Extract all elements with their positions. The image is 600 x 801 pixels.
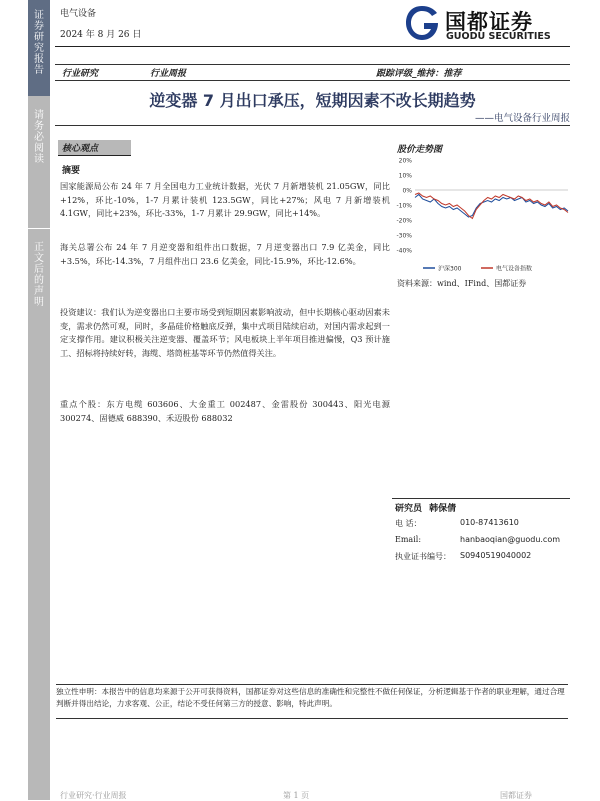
paragraph-stats: 国家能源局公布 24 年 7 月全国电力工业统计数据，光伏 7 月新增装机 21.05GW，同比+12%，环比-10%，1-7 月累计装机 123.5GW，同比+27%；风电 7 月新增装机 4.1GW，同比+23%，环比-33%，1-7 月累计 29.9GW，同比+14%。 — [60, 181, 390, 218]
footer-page-number: 第 1 页 — [283, 791, 310, 800]
sidebar-label-research: 证 券 研 究 报 告 — [34, 10, 44, 76]
chart-source: 资料来源：wind、IFind、国都证券 — [397, 279, 527, 288]
report-title: 逆变器 7 月出口承压，短期因素不改长期趋势 — [149, 91, 476, 110]
analyst-rule — [392, 498, 570, 499]
sidebar-label-read: 请 务 必 阅 读 — [34, 110, 44, 165]
logo-text-cn: 国都证券 — [445, 10, 533, 34]
paragraph-investment: 投资建议：我们认为逆变器出口主要市场受到短期因素影响波动，但中长期核心驱动因素未变，需求仍然可观，同时，多晶硅价格触底反弹，集中式项目陆续启动，对国内需求起到一定支撑作用。建议积极关注逆变器、覆盖环节；风电板块上半年项目推进偏慢，Q3 预计施工、招标将持续好转，海缆、塔筒桩基等环节仍然值得关注。 — [60, 307, 390, 358]
paragraph-key-stocks: 重点个股：东方电缆 603606、大金重工 002487、金雷股份 300443、阳光电源 300274、固德威 688390、禾迈股份 688032 — [60, 399, 390, 423]
core-view-label: 核心观点 — [62, 144, 99, 154]
header-date: 2024 年 8 月 26 日 — [60, 30, 142, 40]
y-tick-label: 0% — [402, 187, 412, 195]
phone-value: 010-87413610 — [460, 518, 519, 527]
guodu-logo-icon — [403, 4, 441, 42]
tag-bar — [55, 64, 570, 81]
chart-title: 股价走势图 — [397, 145, 443, 155]
tag-rating: 跟踪评级_维持：推荐 — [376, 69, 462, 79]
y-tick-label: 20% — [398, 157, 412, 165]
y-tick-label: -20% — [396, 217, 412, 225]
sidebar-separator — [28, 228, 50, 229]
analyst-name: 韩保倩 — [429, 504, 457, 514]
stock-trend-chart — [393, 154, 573, 276]
abstract-label: 摘要 — [62, 166, 81, 176]
y-tick-label: -10% — [396, 202, 412, 210]
legend-label: 沪深300 — [438, 265, 462, 273]
tag-report-type: 行业研究 — [62, 69, 99, 79]
email-label: Email: — [395, 535, 422, 544]
email-value[interactable]: hanbaoqian@guodu.com — [460, 535, 561, 544]
analyst-prefix: 研究员 — [395, 504, 423, 514]
y-tick-label: 10% — [398, 172, 412, 180]
analyst-title — [395, 501, 456, 514]
footer-left: 行业研究·行业周报 — [60, 791, 127, 800]
series-line-1 — [415, 193, 568, 219]
phone-label: 电 话： — [395, 519, 422, 528]
y-tick-label: -40% — [396, 247, 412, 255]
series-line-0 — [415, 195, 568, 218]
y-tick-label: -30% — [396, 232, 412, 240]
title-rule — [55, 125, 570, 126]
report-subtitle: ——电气设备行业周报 — [474, 113, 570, 124]
footer-right: 国都证券 — [500, 791, 532, 800]
cert-label: 执业证书编号： — [395, 552, 451, 561]
legend-label: 电气设备指数 — [496, 265, 533, 273]
logo-text-en: GUODU SECURITIES — [446, 31, 551, 42]
tag-report-subtype: 行业周报 — [150, 69, 187, 79]
cert-value: S0940519040002 — [460, 551, 532, 560]
header-sector: 电气设备 — [60, 9, 97, 19]
paragraph-exports: 海关总署公布 24 年 7 月逆变器和组件出口数据，7 月逆变器出口 7.9 亿美金，同比+3.5%，环比-14.3%，7 月组件出口 23.6 亿美金，同比-15.9%，环比-12.6%。 — [60, 242, 390, 266]
independence-disclaimer: 独立性申明：本报告中的信息均来源于公开可获得资料，国都证券对这些信息的准确性和完整性不做任何保证，分析逻辑基于作者的职业理解，通过合理判断并得出结论，力求客观、公正，结论不受任何第三方的授意、影响，特此声明。 — [56, 684, 568, 719]
sidebar-label-disclaimer: 正 文 后 的 声 明 — [34, 242, 44, 308]
header-rule — [55, 46, 570, 47]
